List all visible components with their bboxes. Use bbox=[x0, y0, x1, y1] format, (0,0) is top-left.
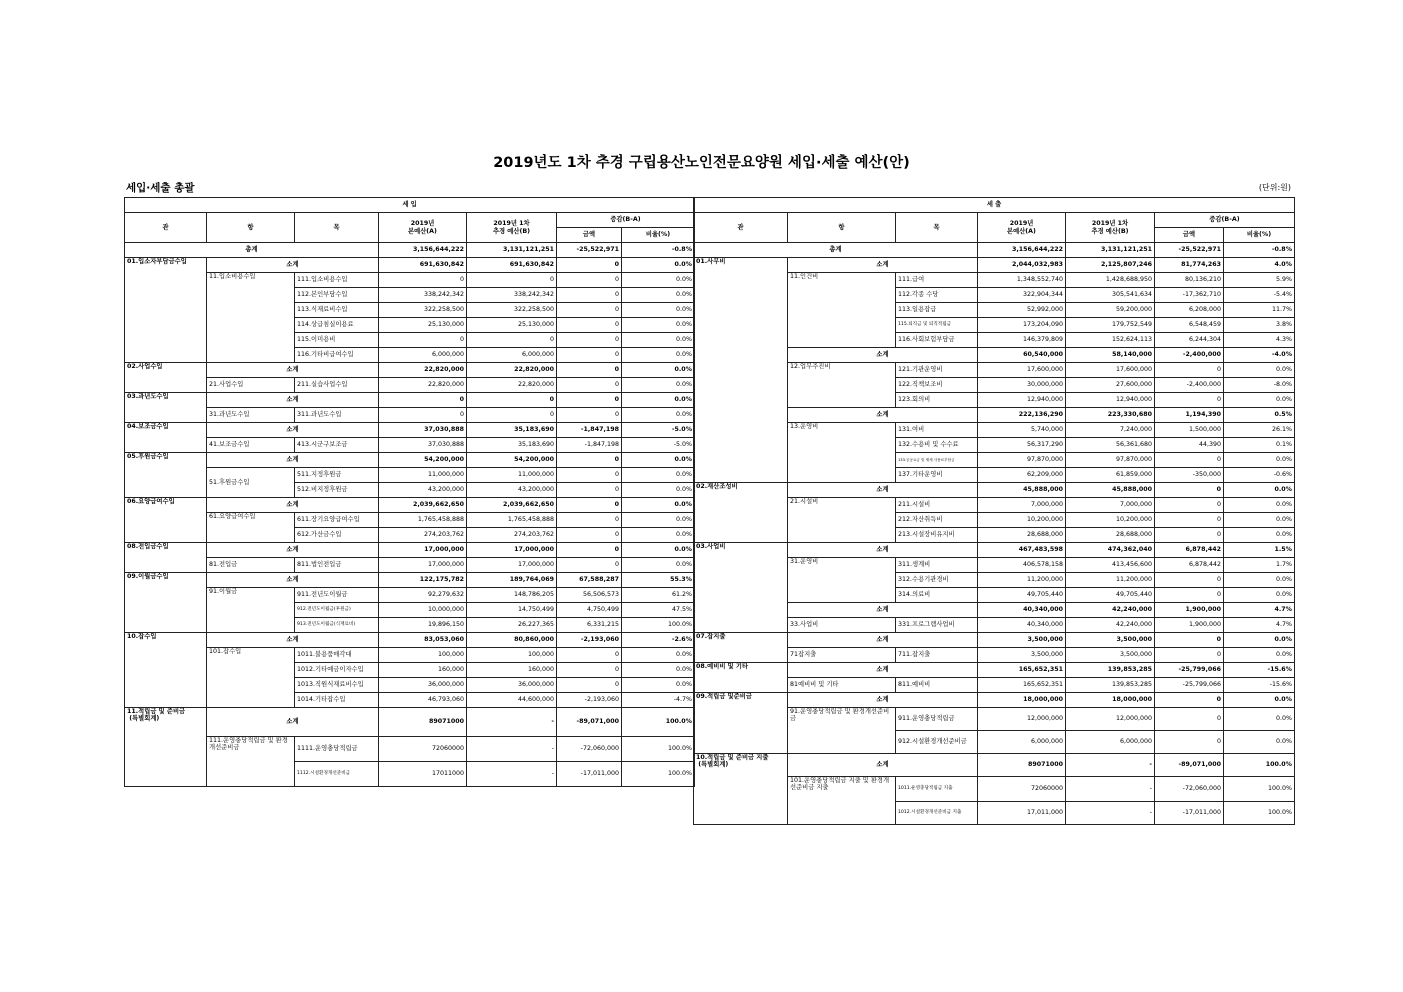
kwan-cell: 07.잡지출 bbox=[694, 633, 788, 663]
table-row: 05.후원금수입 소계 54,200,000 54,200,000 0 0.0% bbox=[125, 453, 695, 468]
table-row: 11.입소비용수입 111.입소비용수입 0 0 0 0.0% bbox=[125, 273, 695, 288]
col-ratio: 비율(%) bbox=[622, 228, 695, 243]
col-kwan: 관 bbox=[125, 213, 207, 243]
table-row: 02.재산조성비 소계 45,888,000 45,888,000 0 0.0% bbox=[694, 483, 1295, 498]
table-row: 123.회의비 12,940,000 12,940,000 0 0.0% bbox=[694, 393, 1295, 408]
table-row: 소계 60,540,000 58,140,000 -2,400,000 -4.0% bbox=[694, 348, 1295, 363]
kwan-cell: 08.전입금수입 bbox=[125, 543, 207, 573]
hang-cell: 41.보조금수입 bbox=[207, 438, 295, 453]
hang-cell: 61.요양급여수입 bbox=[207, 513, 295, 543]
table-row: 115.이미용비 0 0 0 0.0% bbox=[125, 333, 695, 348]
col-budget-b: 2019년 1차 추경 예산(B) bbox=[1066, 213, 1155, 243]
kwan-cell: 06.요양급여수입 bbox=[125, 498, 207, 543]
hang-cell: 31.과년도수입 bbox=[207, 408, 295, 423]
table-row: 113.식재료비수입 322,258,500 322,258,500 0 0.0% bbox=[125, 303, 695, 318]
hang-cell: 12.업무추진비 bbox=[788, 363, 896, 408]
table-row: 21.시설비 211.시설비 7,000,000 7,000,000 0 0.0% bbox=[694, 498, 1295, 513]
table-row: 12.업무추진비 121.기관운영비 17,600,000 17,600,000 0 0.0% bbox=[694, 363, 1295, 378]
table-row: 912.전년도이월금(후원금) 10,000,000 14,750,499 4,750,499 47.5% bbox=[125, 603, 695, 618]
kwan-cell: 08.예비비 및 기타 bbox=[694, 663, 788, 693]
kwan-cell: 04.보조금수입 bbox=[125, 423, 207, 453]
hang-cell: 21.시설비 bbox=[788, 498, 896, 543]
table-row: 81예비비 및 기타 811.예비비 165,652,351 139,853,285 -25,799,066 -15.6% bbox=[694, 678, 1295, 693]
col-budget-a: 2019년 본예산(A) bbox=[379, 213, 467, 243]
hang-cell: 11.입소비용수입 bbox=[207, 273, 295, 363]
table-row: 116.사회보험부담금 146,379,809 152,624,113 6,244,304 4.3% bbox=[694, 333, 1295, 348]
table-row: 213.시설장비유지비 28,688,000 28,688,000 0 0.0% bbox=[694, 528, 1295, 543]
kwan-cell: 02.재산조성비 bbox=[694, 483, 788, 543]
kwan-cell: 01.사무비 bbox=[694, 258, 788, 483]
col-hang: 항 bbox=[207, 213, 295, 243]
expenditure-table bbox=[693, 197, 1295, 825]
table-row: 113.일용잡급 52,992,000 59,200,000 6,208,000 11.7% bbox=[694, 303, 1295, 318]
col-budget-b: 2019년 1차 추경 예산(B) bbox=[467, 213, 557, 243]
table-row: 912.시설환경개선준비금 6,000,000 6,000,000 0 0.0% bbox=[694, 731, 1295, 754]
hang-cell: 111.운영충당적립금 및 환경개선준비금 bbox=[207, 737, 295, 787]
table-row: 1012.기타예금이자수입 160,000 160,000 0 0.0% bbox=[125, 663, 695, 678]
kwan-cell: 10.적립금 및 준비금 지출 (특별회계) bbox=[694, 754, 788, 825]
col-diff: 증감(B-A) bbox=[1155, 213, 1295, 228]
table-row: 31.과년도수입 311.과년도수입 0 0 0 0.0% bbox=[125, 408, 695, 423]
kwan-cell: 11.적립금 및 준비금 (특별회계) bbox=[125, 708, 207, 787]
kwan-cell: 10.잡수입 bbox=[125, 633, 207, 708]
hang-cell: 101.잡수입 bbox=[207, 648, 295, 708]
kwan-cell: 03.과년도수입 bbox=[125, 393, 207, 423]
table-row: 512.비지정후원금 43,200,000 43,200,000 0 0.0% bbox=[125, 483, 695, 498]
table-row: 115.퇴직금 및 퇴직적립금 173,204,090 179,752,549 6,548,459 3.8% bbox=[694, 318, 1295, 333]
table-row: 소계 40,340,000 42,240,000 1,900,000 4.7% bbox=[694, 603, 1295, 618]
table-row: 01.입소자부담금수입 소계 691,630,842 691,630,842 0 0.0% bbox=[125, 258, 695, 273]
table-row: 51.후원금수입 511.지정후원금 11,000,000 11,000,000 0 0.0% bbox=[125, 468, 695, 483]
col-kwan: 관 bbox=[694, 213, 788, 243]
table-row: 612.가산금수입 274,203,762 274,203,762 0 0.0% bbox=[125, 528, 695, 543]
col-mok: 목 bbox=[896, 213, 978, 243]
table-row: 10.적립금 및 준비금 지출 (특별회계) 소계 89071000 - -89,071,000 100.0% bbox=[694, 754, 1295, 777]
table-row: 91.운영충당적립금 및 환경개선준비금 911.운영충당적립금 12,000,000 12,000,000 0 0.0% bbox=[694, 708, 1295, 731]
section-subtitle: 세입·세출 총괄 bbox=[126, 182, 195, 194]
table-row: 913.전년도이월금(식재료비) 19,896,150 26,227,365 6,331,215 100.0% bbox=[125, 618, 695, 633]
table-row: 91.이월금 911.전년도이월금 92,279,632 148,786,205 56,506,573 61.2% bbox=[125, 588, 695, 603]
table-row: 21.사업수입 211.실습사업수입 22,820,000 22,820,000 0 0.0% bbox=[125, 378, 695, 393]
table-row: 137.기타운영비 62,209,000 61,859,000 -350,000 -0.6% bbox=[694, 468, 1295, 483]
revenue-table bbox=[124, 197, 695, 787]
kwan-cell: 09.적립금 및준비금 bbox=[694, 693, 788, 754]
hang-cell: 71잡지출 bbox=[788, 648, 896, 663]
unit-label: (단위:원) bbox=[1258, 183, 1291, 192]
col-diff: 증감(B-A) bbox=[557, 213, 695, 228]
col-amount: 금액 bbox=[557, 228, 622, 243]
table-row: 1112.시설환경개선준비금 17011000 - -17,011,000 100.0% bbox=[125, 762, 695, 787]
table-row: 08.전입금수입 소계 17,000,000 17,000,000 0 0.0% bbox=[125, 543, 695, 558]
total-label: 총계 bbox=[694, 243, 978, 258]
table-row: 112.본인부담수입 338,242,342 338,242,342 0 0.0% bbox=[125, 288, 695, 303]
col-mok: 목 bbox=[295, 213, 379, 243]
hang-cell: 81예비비 및 기타 bbox=[788, 678, 896, 693]
table-row: 33.사업비 331.프로그램사업비 40,340,000 42,240,000 1,900,000 4.7% bbox=[694, 618, 1295, 633]
table-row: 03.사업비 소계 467,483,598 474,362,040 6,878,442 1.5% bbox=[694, 543, 1295, 558]
hang-cell: 91.이월금 bbox=[207, 588, 295, 633]
page-title: 2019년도 1차 추경 구립용산노인전문요양원 세입·세출 예산(안) bbox=[493, 155, 910, 171]
hang-cell: 51.후원금수입 bbox=[207, 468, 295, 498]
table-row: 132.수용비 및 수수료 56,317,290 56,361,680 44,390 0.1% bbox=[694, 438, 1295, 453]
table-row: 116.기타비급여수입 6,000,000 6,000,000 0 0.0% bbox=[125, 348, 695, 363]
kwan-cell: 03.사업비 bbox=[694, 543, 788, 633]
hang-cell: 13.운영비 bbox=[788, 423, 896, 483]
table-row: 06.요양급여수입 소계 2,039,662,650 2,039,662,650 0 0.0% bbox=[125, 498, 695, 513]
total-label: 총계 bbox=[125, 243, 379, 258]
table-row: 07.잡지출 소계 3,500,000 3,500,000 0 0.0% bbox=[694, 633, 1295, 648]
table-row: 122.직책보조비 30,000,000 27,600,000 -2,400,000 -8.0% bbox=[694, 378, 1295, 393]
hang-cell: 101.운영충당적립금 지출 및 환경개선준비금 지출 bbox=[788, 777, 896, 825]
table-row: 101.잡수입 1011.불용품매각대 100,000 100,000 0 0.0% bbox=[125, 648, 695, 663]
table-row: 08.예비비 및 기타 소계 165,652,351 139,853,285 -25,799,066 -15.6% bbox=[694, 663, 1295, 678]
col-amount: 금액 bbox=[1155, 228, 1224, 243]
table-row: 314.의료비 49,705,440 49,705,440 0 0.0% bbox=[694, 588, 1295, 603]
table-row: 09.적립금 및준비금 소계 18,000,000 18,000,000 0 0.0% bbox=[694, 693, 1295, 708]
table-row: 02.사업수입 소계 22,820,000 22,820,000 0 0.0% bbox=[125, 363, 695, 378]
table-row: 13.운영비 131.여비 5,740,000 7,240,000 1,500,000 26.1% bbox=[694, 423, 1295, 438]
table-row: 03.과년도수입 소계 0 0 0 0.0% bbox=[125, 393, 695, 408]
revenue-header: 세 입 bbox=[125, 198, 695, 213]
table-row: 41.보조금수입 413.시군구보조금 37,030,888 35,183,690 -1,847,198 -5.0% bbox=[125, 438, 695, 453]
col-budget-a: 2019년 본예산(A) bbox=[978, 213, 1066, 243]
table-row: 111.운영충당적립금 및 환경개선준비금 1111.운영충당적립금 72060000 - -72,060,000 100.0% bbox=[125, 737, 695, 762]
table-row: 112.각종 수당 322,904,344 305,541,634 -17,362,710 -5.4% bbox=[694, 288, 1295, 303]
table-row: 10.잡수입 소계 83,053,060 80,860,000 -2,193,060 -2.6% bbox=[125, 633, 695, 648]
hang-cell: 81.전입금 bbox=[207, 558, 295, 573]
table-row: 133.공공요금 및 제세 사용료부담금 97,870,000 97,870,000 0 0.0% bbox=[694, 453, 1295, 468]
kwan-cell: 01.입소자부담금수입 bbox=[125, 258, 207, 363]
hang-cell: 33.사업비 bbox=[788, 618, 896, 633]
kwan-cell: 09.이월금수입 bbox=[125, 573, 207, 633]
col-ratio: 비율(%) bbox=[1224, 228, 1295, 243]
table-row: 1012.시설환경개선준비금 지출 17,011,000 - -17,011,000 100.0% bbox=[694, 802, 1295, 825]
table-row: 71잡지출 711.잡지출 3,500,000 3,500,000 0 0.0% bbox=[694, 648, 1295, 663]
kwan-cell: 02.사업수입 bbox=[125, 363, 207, 393]
table-row: 총계 3,156,644,222 3,131,121,251 -25,522,971 -0.8% bbox=[125, 243, 695, 258]
kwan-cell: 05.후원금수입 bbox=[125, 453, 207, 498]
table-row: 09.이월금수입 소계 122,175,782 189,764,069 67,588,287 55.3% bbox=[125, 573, 695, 588]
table-row: 101.운영충당적립금 지출 및 환경개선준비금 지출 1011.운영충당적립금 지출 72060000 - -72,060,000 100.0% bbox=[694, 777, 1295, 802]
table-row: 04.보조금수입 소계 37,030,888 35,183,690 -1,847,198 -5.0% bbox=[125, 423, 695, 438]
table-row: 31.운영비 311.생계비 406,578,158 413,456,600 6,878,442 1.7% bbox=[694, 558, 1295, 573]
hang-cell: 31.운영비 bbox=[788, 558, 896, 603]
table-row: 61.요양급여수입 611.장기요양급여수입 1,765,458,888 1,765,458,888 0 0.0% bbox=[125, 513, 695, 528]
table-row: 소계 222,136,290 223,330,680 1,194,390 0.5% bbox=[694, 408, 1295, 423]
table-row: 81.전입금 811.법인전입금 17,000,000 17,000,000 0 0.0% bbox=[125, 558, 695, 573]
table-row: 11.인건비 111.급여 1,348,552,740 1,428,688,950 80,136,210 5.9% bbox=[694, 273, 1295, 288]
table-row: 114.상급침실이용료 25,130,000 25,130,000 0 0.0% bbox=[125, 318, 695, 333]
table-row: 01.사무비 소계 2,044,032,983 2,125,807,246 81,774,263 4.0% bbox=[694, 258, 1295, 273]
table-row: 11.적립금 및 준비금 (특별회계) 소계 89071000 - -89,071,000 100.0% bbox=[125, 708, 695, 737]
table-row: 1014.기타잡수입 46,793,060 44,600,000 -2,193,060 -4.7% bbox=[125, 693, 695, 708]
table-row: 1013.직원식재료비수입 36,000,000 36,000,000 0 0.0% bbox=[125, 678, 695, 693]
hang-cell: 11.인건비 bbox=[788, 273, 896, 348]
col-hang: 항 bbox=[788, 213, 896, 243]
table-row: 312.수용기관경비 11,200,000 11,200,000 0 0.0% bbox=[694, 573, 1295, 588]
table-row: 총계 3,156,644,222 3,131,121,251 -25,522,971 -0.8% bbox=[694, 243, 1295, 258]
hang-cell: 91.운영충당적립금 및 환경개선준비금 bbox=[788, 708, 896, 754]
hang-cell: 21.사업수입 bbox=[207, 378, 295, 393]
expenditure-header: 세 출 bbox=[694, 198, 1295, 213]
table-row: 212.자산취득비 10,200,000 10,200,000 0 0.0% bbox=[694, 513, 1295, 528]
